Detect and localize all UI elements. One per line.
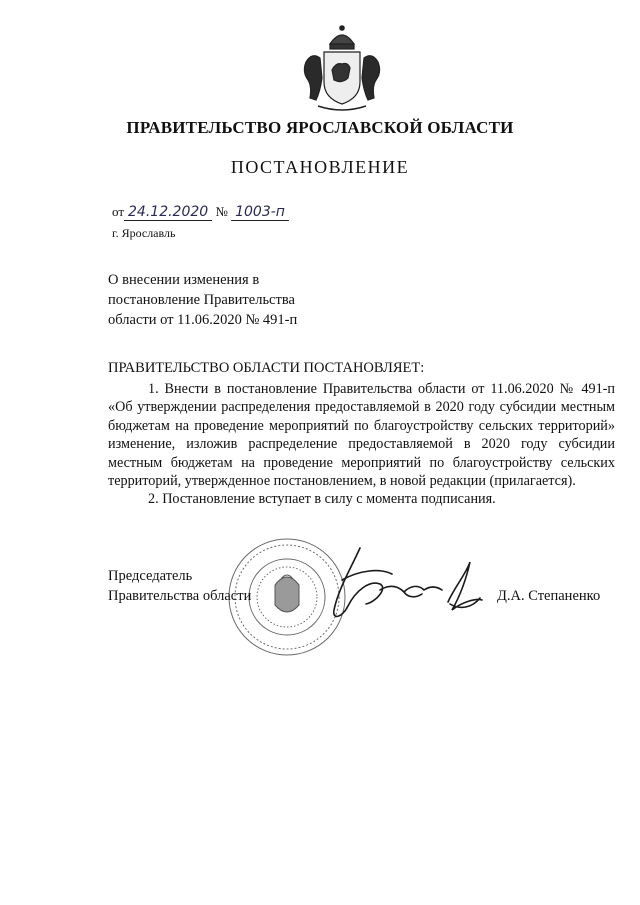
government-title: ПРАВИТЕЛЬСТВО ЯРОСЛАВСКОЙ ОБЛАСТИ [126, 118, 514, 137]
subject-line: области от 11.06.2020 № 491-п [108, 312, 298, 328]
decree-item-2: 2. Постановление вступает в силу с момента подписания. [148, 491, 496, 508]
subject-line: постановление Правительства [108, 292, 295, 308]
number-field: 1003-п [231, 204, 289, 221]
coat-of-arms-emblem [296, 22, 388, 114]
document-type-title: ПОСТАНОВЛЕНИЕ [230, 157, 410, 177]
position-line: Председатель [108, 568, 193, 584]
signatory-position [108, 566, 251, 606]
city-label: г. Ярославль [112, 226, 176, 240]
decree-item-1: 1. Внести в постановление Правительства области от 11.06.2020 № 491-п «Об утверждении распределения предоставляемой в 2020 году субсидии местным бюджетам на проведение мероприятий по благоустройству сельских территорий» изменение, изложив распределение предоставляемой в 2020 году субсидии местным бюджетам на проведение мероприятий по благоустройству сельских территорий, утвержденное постановлением, в новой редакции (прилагается). [108, 381, 615, 490]
number-prefix: № [215, 204, 228, 219]
decree-heading: ПРАВИТЕЛЬСТВО ОБЛАСТИ ПОСТАНОВЛЯЕТ: [108, 360, 425, 376]
subject-line: О внесении изменения в [108, 272, 260, 288]
signatory-name: Д.А. Степаненко [497, 588, 601, 604]
subject-block [108, 270, 297, 330]
position-line: Правительства области [108, 588, 252, 604]
decree-body [108, 380, 615, 509]
handwritten-signature [320, 540, 490, 630]
registration-line [112, 204, 289, 221]
date-prefix: от [112, 204, 125, 219]
date-field: 24.12.2020 [124, 204, 212, 221]
